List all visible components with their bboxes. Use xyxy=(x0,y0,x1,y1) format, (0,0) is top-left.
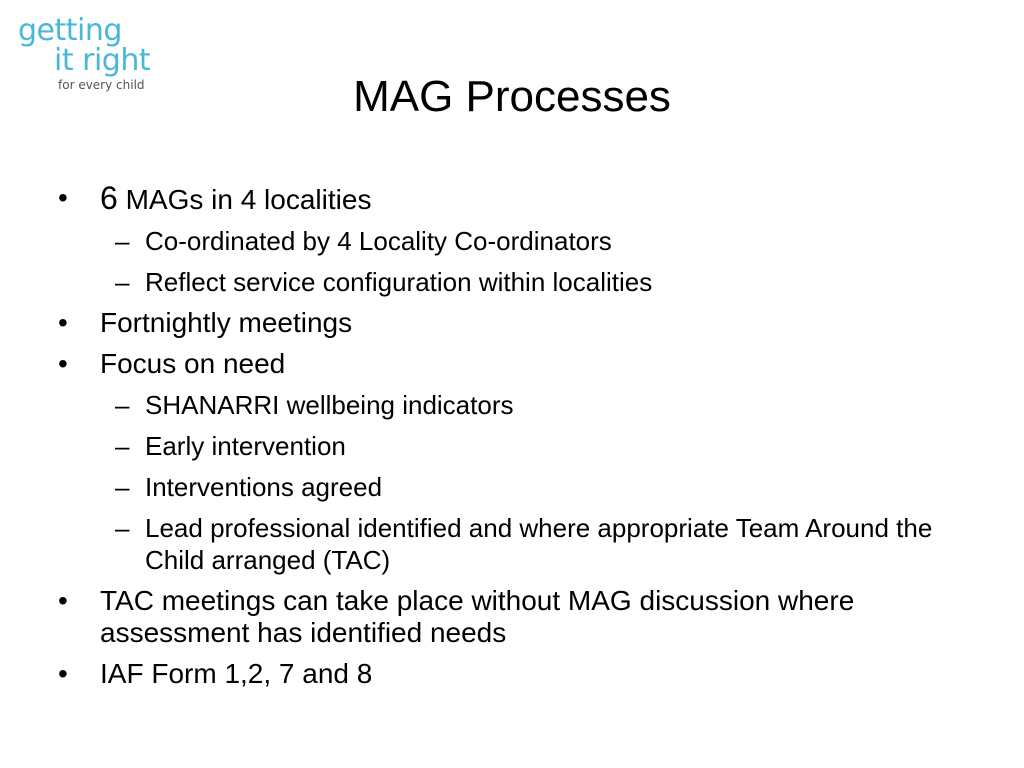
sub-bullet-interventions-agreed: – Interventions agreed xyxy=(100,471,958,503)
logo-line-it-right: it right xyxy=(54,43,151,78)
logo-line-getting: getting xyxy=(18,13,122,48)
sub-bullet-list xyxy=(100,389,958,576)
sub-bullet-coordinated: – Co-ordinated by 4 Locality Co-ordinators xyxy=(100,225,958,257)
sub-bullet-list xyxy=(100,225,958,298)
bullet-tac-meetings: • TAC meetings can take place without MAG discussion where assessment has identified needs xyxy=(58,585,958,649)
bullet-iaf-form: • IAF Form 1,2, 7 and 8 xyxy=(58,658,958,690)
sub-bullet-lead-professional: – Lead professional identified and where appropriate Team Around the Child arranged (TAC) xyxy=(100,512,945,576)
bullet-mags-localities xyxy=(58,182,958,298)
sub-bullet-shanarri: – SHANARRI wellbeing indicators xyxy=(100,389,958,421)
bullet-focus-on-need xyxy=(58,348,958,576)
sub-bullet-early-intervention: – Early intervention xyxy=(100,430,958,462)
logo-tagline: for every child xyxy=(58,78,145,92)
bullet-text: Focus on need xyxy=(100,348,286,379)
bullet-text: MAGs in 4 localities xyxy=(117,184,372,215)
sub-bullet-reflect-service: – Reflect service configuration within localities xyxy=(100,266,958,298)
bullet-fortnightly-meetings: • Fortnightly meetings xyxy=(58,307,958,339)
bullet-list xyxy=(58,182,958,699)
slide-title: MAG Processes xyxy=(353,72,671,121)
mag-count: 6 xyxy=(100,180,118,216)
